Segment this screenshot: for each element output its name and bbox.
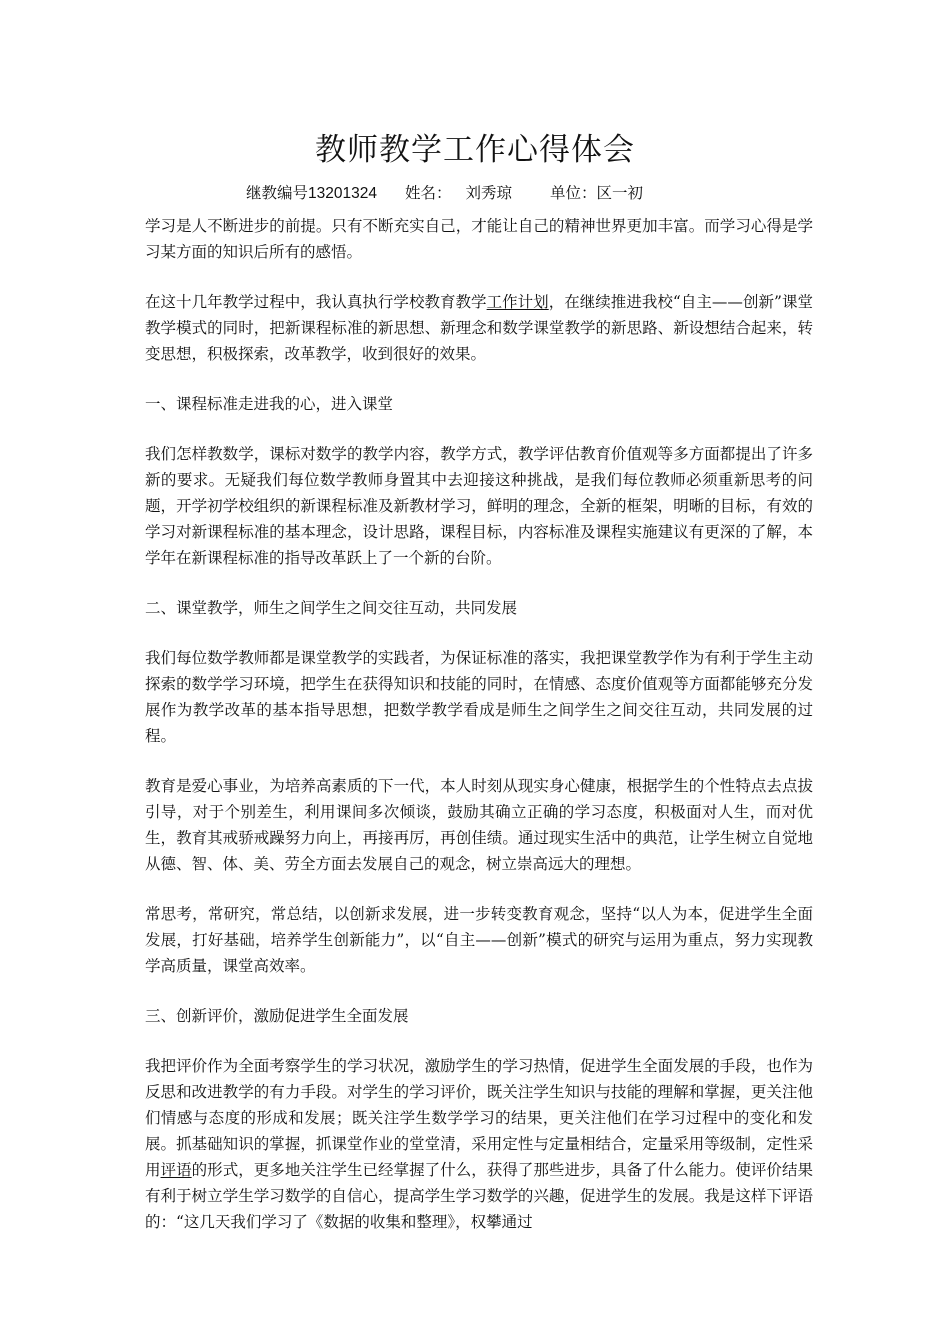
id-label: 继教编号 — [246, 184, 309, 202]
name-value: 刘秀琼 — [465, 184, 513, 202]
paragraph-classroom: 我们每位数学教师都是课堂教学的实践者，为保证标准的落实，我把课堂教学作为有利于学生主动探索的数学学习环境，把学生在获得知识和技能的同时，在情感、态度价值观等方面都能够充分发展作为教学改革的基本指导思想，把数学教学看成是师生之间学生之间交往互动，共同发展的过程。 — [145, 649, 813, 745]
document-body — [145, 213, 813, 1259]
paragraph-text: 的形式，更多地关注学生已经掌握了什么，获得了那些进步，具备了什么能力。使评价结果有利于树立学生学习数学的自信心，提高学生学习数学的兴趣，促进学生的发展。我是这样下评语的：“这几天我们学习了《数据的收集和整理》，权攀通过 — [145, 1161, 813, 1231]
section-heading-1: 一、课程标准走进我的心，进入课堂 — [145, 395, 394, 413]
comment-link[interactable]: 评语 — [160, 1161, 192, 1179]
paragraph-text: 在这十几年教学过程中，我认真执行学校教育教学 — [145, 293, 487, 311]
paragraph-evaluation — [145, 1053, 813, 1235]
document-title: 教师教学工作心得体会 — [315, 132, 635, 168]
name-label: 姓名： — [404, 184, 452, 202]
paragraph-intro: 学习是人不断进步的前提。只有不断充实自己，才能让自己的精神世界更加丰富。而学习心得是学习某方面的知识后所有的感悟。 — [145, 217, 813, 261]
paragraph-curriculum: 我们怎样教数学，课标对数学的教学内容，教学方式，教学评估教育价值观等多方面都提出了许多新的要求。无疑我们每位数学教师身置其中去迎接这种挑战，是我们每位教师必须重新思考的问题，开学初学校组织的新课程标准及新教材学习，鲜明的理念，全新的框架，明晰的目标，有效的学习对新课程标准的基本理念，设计思路，课程目标，内容标准及课程实施建议有更深的了解，本学年在新课程标准的指导改革跃上了一个新的台阶。 — [145, 445, 813, 567]
paragraph-teaching-process — [145, 289, 813, 367]
work-plan-link[interactable]: 工作计划 — [486, 293, 549, 311]
section-heading-3: 三、创新评价，激励促进学生全面发展 — [145, 1007, 409, 1025]
paragraph-text: 我把评价作为全面考察学生的学习状况，激励学生的学习热情，促进学生全面发展的手段，也作为反思和改进教学的有力手段。对学生的学习评价，既关注学生知识与技能的理解和掌握，更关注他们情感与态度的形成和发展；既关注学生数学学习的结果，更关注他们在学习过程中的变化和发展。抓基础知识的掌握，抓课堂作业的堂堂清，采用定性与定量相结合，定量采用等级制，定性采用 — [145, 1057, 813, 1179]
unit-value: 区一初 — [596, 184, 644, 202]
paragraph-text: ，在继续推进我校“自主——创新”课堂教学模式的同时，把新课程标准的新思想、新理念和数学课堂教学的新思路、新设想结合起来，转变思想，积极探索，改革教学，收到很好的效果。 — [145, 293, 813, 363]
id-value: 13201324 — [308, 185, 377, 202]
paragraph-love-education: 教育是爱心事业，为培养高素质的下一代，本人时刻从现实身心健康，根据学生的个性特点去点拔引导，对于个别差生，利用课间多次倾谈，鼓励其确立正确的学习态度，积极面对人生，而对优生，教育其戒骄戒躁努力向上，再接再厉，再创佳绩。通过现实生活中的典范，让学生树立自觉地从德、智、体、美、劳全方面去发展自己的观念，树立崇高远大的理想。 — [145, 777, 813, 873]
paragraph-reflection: 常思考，常研究，常总结，以创新求发展，进一步转变教育观念，坚持“以人为本，促进学生全面发展，打好基础，培养学生创新能力”，以“自主——创新”模式的研究与运用为重点，努力实现教学高质量，课堂高效率。 — [145, 905, 813, 975]
author-byline — [246, 182, 643, 205]
unit-label: 单位： — [550, 184, 597, 202]
section-heading-2: 二、课堂教学，师生之间学生之间交往互动，共同发展 — [145, 599, 518, 617]
